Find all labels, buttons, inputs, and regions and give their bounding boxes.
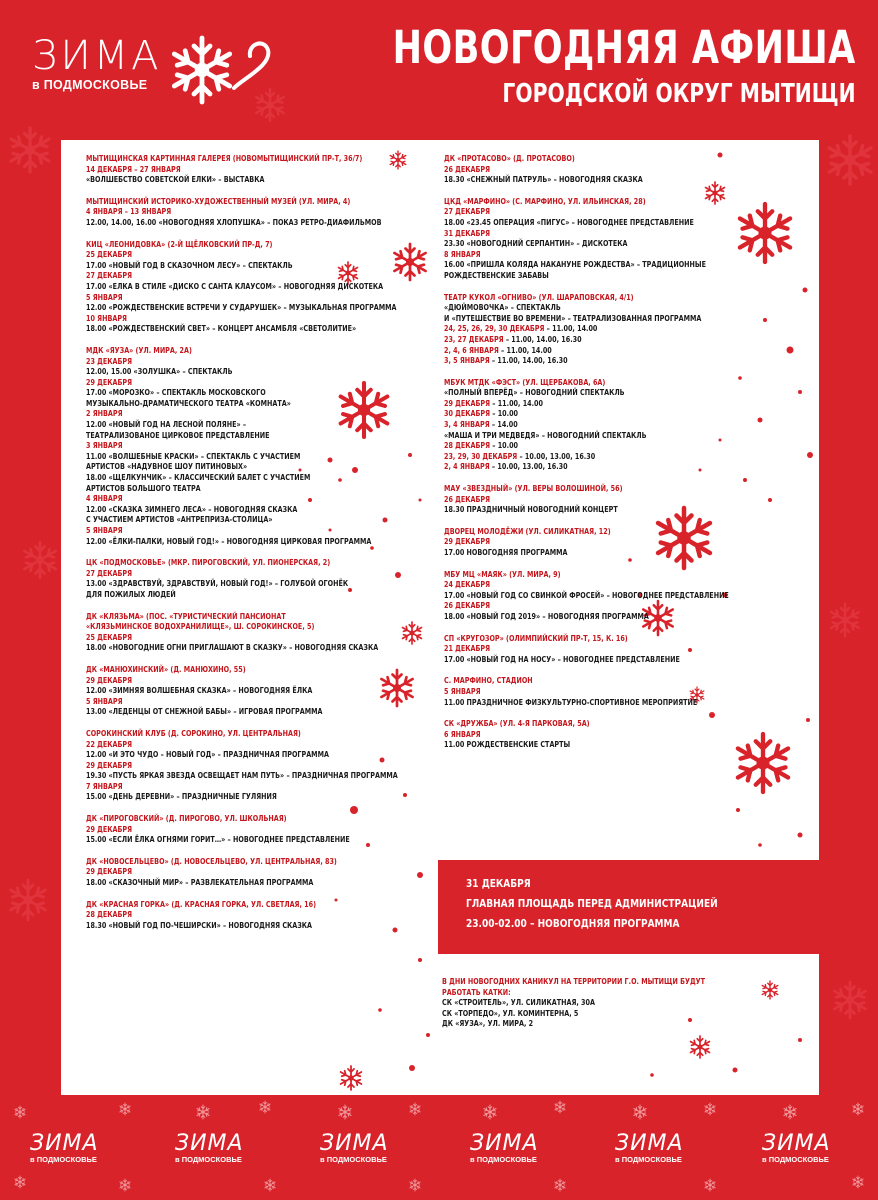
event-date: 29 ДЕКАБРЯ [86,759,133,770]
event-description: ТЕАТРАЛИЗОВАНОЕ ЦИРКОВОЕ ПРЕДСТАВЛЕНИЕ [86,429,270,440]
venue-name: ДК «ПИРОГОВСКИЙ» (Д. ПИРОГОВО, УЛ. ШКОЛЬНАЯ) [86,813,287,824]
event-description: 11.00 РОЖДЕСТВЕНСКИЕ СТАРТЫ [444,739,571,750]
event-date: 3 ЯНВАРЯ [86,440,123,451]
event-description: «МАША И ТРИ МЕДВЕДЯ» – НОВОГОДНИЙ СПЕКТАКЛЬ [444,429,647,440]
event-description: 18.00 «СКАЗОЧНЫЙ МИР» – РАЗВЛЕКАТЕЛЬНАЯ ПРОГРАММА [86,877,314,888]
event-description: 13.00 «ЛЕДЕНЦЫ ОТ СНЕЖНОЙ БАБЫ» – ИГРОВАЯ ПРОГРАММА [86,706,323,717]
venue-block [86,196,421,228]
event-date: 27 ДЕКАБРЯ [86,567,133,578]
event-description: 17.00 «НОВЫЙ ГОД СО СВИНКОЙ ФРОСЕЙ» – НОВОГОДНЕЕ ПРЕДСТАВЛЕНИЕ [444,589,729,600]
venue-block [444,675,804,707]
footer-logo [762,1133,831,1164]
left-event-column [86,153,421,941]
new-year-eve-highlight [438,860,818,954]
event-date: 2 ЯНВАРЯ [86,408,123,419]
venue-block [86,239,421,334]
event-description: 12.00, 15.00 «ЗОЛУШКА» – СПЕКТАКЛЬ [86,366,233,377]
event-description: 18.00 «РОЖДЕСТВЕНСКИЙ СВЕТ» – КОНЦЕРТ АНСАМБЛЯ «СВЕТОЛИТИЕ» [86,323,357,334]
event-date: 4 ЯНВАРЯ [86,493,123,504]
event-date: 2, 4 ЯНВАРЯ [444,461,490,472]
event-date: 2, 4, 6 ЯНВАРЯ [444,344,499,355]
event-date: 5 ЯНВАРЯ [86,695,123,706]
event-description: 18.30 ПРАЗДНИЧНЫЙ НОВОГОДНИЙ КОНЦЕРТ [444,504,618,515]
event-date: 27 ДЕКАБРЯ [444,206,491,217]
footer-logo-sub: в ПОДМОСКОВЬЕ [615,1155,682,1164]
event-description: «ПОЛНЫЙ ВПЕРЁД» – НОВОГОДНИЙ СПЕКТАКЛЬ [444,387,625,398]
venue-name: МАУ «ЗВЕЗДНЫЙ» (УЛ. ВЕРЫ ВОЛОШИНОЙ, 56) [444,483,623,494]
event-date: 29 ДЕКАБРЯ [444,536,491,547]
venue-block [86,813,421,845]
footer-logo [30,1133,99,1164]
event-date: 29 ДЕКАБРЯ [86,674,133,685]
venue-name: МБУК МТДК «ФЭСТ» (УЛ. ЩЕРБАКОВА, 6А) [444,376,606,387]
event-times: – 11.00, 14.00 [498,344,552,355]
event-times: – 10.00 [490,440,519,451]
venue-name: ЦКД «МАРФИНО» (С. МАРФИНО, УЛ. ИЛЬИНСКАЯ, 28) [444,195,646,206]
footer-logo-sub: в ПОДМОСКОВЬЕ [30,1155,97,1164]
event-date: 29 ДЕКАБРЯ [86,376,133,387]
venue-block [86,557,421,599]
event-description: АРТИСТОВ БОЛЬШОГО ТЕАТРА [86,482,201,493]
event-description: АРТИСТОВ «НАДУВНОЕ ШОУ ПИТИНОВЫХ» [86,461,248,472]
event-date: 28 ДЕКАБРЯ [86,909,133,920]
rink-item: СК «ТОРПЕДО», УЛ. КОМИНТЕРНА, 5 [442,1007,579,1018]
event-showtimes [444,355,754,366]
event-description: 12.00 «И ЭТО ЧУДО – НОВЫЙ ГОД» – ПРАЗДНИЧНАЯ ПРОГРАММА [86,749,329,760]
event-description: С УЧАСТИЕМ АРТИСТОВ «АНТРЕПРИЗА-СТОЛИЦА» [86,514,273,525]
event-description: РОЖДЕСТВЕНСКИЕ ЗАБАВЫ [444,269,549,280]
venue-block [444,633,804,665]
venue-block [86,153,421,185]
venue-name: КИЦ «ЛЕОНИДОВКА» (2-Й ЩЁЛКОВСКИЙ ПР-Д, 7) [86,238,273,249]
event-times: – 14.00 [489,419,518,430]
event-showtimes [444,451,754,462]
event-date: 14 ДЕКАБРЯ – 27 ЯНВАРЯ [86,163,181,174]
event-times: – 11.00, 14.00 [544,323,598,334]
venue-block [86,856,421,888]
event-description: 15.00 «ДЕНЬ ДЕРЕВНИ» – ПРАЗДНИЧНЫЕ ГУЛЯНИЯ [86,791,277,802]
event-date: 23 ДЕКАБРЯ [86,355,133,366]
event-description: 18.30 «НОВЫЙ ГОД ПО-ЧЕШИРСКИ» – НОВОГОДНЯЯ СКАЗКА [86,919,313,930]
event-date: 29 ДЕКАБРЯ [86,823,133,834]
venue-name: МЫТИЩИНСКАЯ КАРТИННАЯ ГАЛЕРЕЯ (НОВОМЫТИЩИНСКИЙ ПР-Т, 36/7) [86,153,363,163]
footer-logo-sub: в ПОДМОСКОВЬЕ [320,1155,387,1164]
footer-snowflakes [0,1097,878,1200]
footer-logo [615,1133,684,1164]
event-description: 17.00 «МОРОЗКО» – СПЕКТАКЛЬ МОСКОВСКОГО [86,387,266,398]
event-showtimes [444,334,754,345]
right-event-column [444,153,804,761]
venue-block [86,611,421,653]
event-description: 18.30 «СНЕЖНЫЙ ПАТРУЛЬ» – НОВОГОДНЯЯ СКАЗКА [444,174,643,185]
venue-name: МДК «ЯУЗА» (УЛ. МИРА, 2А) [86,344,192,355]
event-description: 17.00 «НОВЫЙ ГОД НА НОСУ» – НОВОГОДНЕЕ ПРЕДСТАВЛЕНИЕ [444,653,680,664]
event-date: 3, 4 ЯНВАРЯ [444,419,490,430]
event-description: 17.00 «ЕЛКА В СТИЛЕ «ДИСКО С САНТА КЛАУСОМ» – НОВОГОДНЯЯ ДИСКОТЕКА [86,280,384,291]
rinks-heading-2: РАБОТАТЬ КАТКИ: [442,986,511,997]
venue-block [444,483,804,515]
venue-block [444,153,804,185]
event-description: 18.00 «НОВОГОДНИЕ ОГНИ ПРИГЛАШАЮТ В СКАЗКУ» – НОВОГОДНЯЯ СКАЗКА [86,642,379,653]
venue-block [444,196,804,281]
event-description: 16.00 «ПРИШЛА КОЛЯДА НАКАНУНЕ РОЖДЕСТВА» – ТРАДИЦИОННЫЕ [444,259,706,270]
event-date: 29 ДЕКАБРЯ [86,866,133,877]
venue-name: ДК «КЛЯЗЬМА» (ПОС. «ТУРИСТИЧЕСКИЙ ПАНСИОНАТ [86,610,286,621]
venue-name: ДВОРЕЦ МОЛОДЁЖИ (УЛ. СИЛИКАТНАЯ, 12) [444,525,611,536]
venue-name: ТЕАТР КУКОЛ «ОГНИВО» (УЛ. ШАРАПОВСКАЯ, 4/1) [444,291,634,302]
event-description: 18.00 «ЩЕЛКУНЧИК» – КЛАССИЧЕСКИЙ БАЛЕТ С УЧАСТИЕМ [86,472,311,483]
venue-block [444,569,804,622]
venue-name: СК «ДРУЖБА» (УЛ. 4-Я ПАРКОВАЯ, 5А) [444,718,590,729]
venue-block [444,526,804,558]
event-date: 4 ЯНВАРЯ – 13 ЯНВАРЯ [86,206,172,217]
event-description: МУЗЫКАЛЬНО-ДРАМАТИЧЕСКОГО ТЕАТРА «КОМНАТА» [86,397,291,408]
footer-logo [470,1133,539,1164]
footer-logo-word: ЗИМА [615,1131,684,1156]
event-date: 10 ЯНВАРЯ [86,312,127,323]
footer-logo [175,1133,244,1164]
event-date: 25 ДЕКАБРЯ [86,631,133,642]
event-description: 12.00 «СКАЗКА ЗИМНЕГО ЛЕСА» – НОВОГОДНЯЯ СКАЗКА [86,503,298,514]
event-description: 23.30 «НОВОГОДНИЙ СЕРПАНТИН» – ДИСКОТЕКА [444,238,628,249]
footer-logo-sub: в ПОДМОСКОВЬЕ [175,1155,242,1164]
event-description: 12.00 «ЗИМНЯЯ ВОЛШЕБНАЯ СКАЗКА» – НОВОГОДНЯЯ ЁЛКА [86,685,313,696]
event-showtimes [444,419,754,430]
logo-word: ЗИМА [32,33,162,79]
venue-block [444,377,804,472]
highlight-date: 31 ДЕКАБРЯ [466,877,531,890]
event-description: 12.00 «ЁЛКИ-ПАЛКИ, НОВЫЙ ГОД!» – НОВОГОДНЯЯ ЦИРКОВАЯ ПРОГРАММА [86,535,372,546]
venue-name: ДК «КРАСНАЯ ГОРКА» (Д. КРАСНАЯ ГОРКА, УЛ. СВЕТЛАЯ, 16) [86,898,317,909]
event-date: 5 ЯНВАРЯ [86,525,123,535]
rinks-heading: В ДНИ НОВОГОДНИХ КАНИКУЛ НА ТЕРРИТОРИИ Г.О. МЫТИЩИ БУДУТ [442,976,706,986]
event-date: 27 ДЕКАБРЯ [86,270,133,281]
venue-block [86,664,421,717]
venue-name: МЫТИЩИНСКИЙ ИСТОРИКО-ХУДОЖЕСТВЕННЫЙ МУЗЕЙ (УЛ. МИРА, 4) [86,195,351,206]
venue-block [86,899,421,931]
venue-name: С. МАРФИНО, СТАДИОН [444,675,533,686]
rink-item: СК «СТРОИТЕЛЬ», УЛ. СИЛИКАТНАЯ, 30А [442,997,595,1008]
event-date: 22 ДЕКАБРЯ [86,738,133,749]
page-subtitle: ГОРОДСКОЙ ОКРУГ МЫТИЩИ [502,79,856,109]
event-description: 12.00 «РОЖДЕСТВЕНСКИЕ ВСТРЕЧИ У СУДАРУШЕК» – МУЗЫКАЛЬНАЯ ПРОГРАММА [86,302,397,313]
page-title: НОВОГОДНЯЯ АФИША [392,21,856,74]
event-description: «ДЮЙМОВОЧКА» – СПЕКТАКЛЬ [444,302,561,313]
event-description: 18.00 «НОВЫЙ ГОД 2019» – НОВОГОДНЯЯ ПРОГРАММА [444,610,649,621]
event-date: 7 ЯНВАРЯ [86,780,123,791]
event-date: 26 ДЕКАБРЯ [444,493,491,504]
venue-name: СП «КРУГОЗОР» (ОЛИМПИЙСКИЙ ПР-Т, 15, К. 16) [444,632,628,643]
event-date: 26 ДЕКАБРЯ [444,163,491,174]
footer-logo-word: ЗИМА [175,1131,244,1156]
event-description: «ВОЛШЕБСТВО СОВЕТСКОЙ ЕЛКИ» – ВЫСТАВКА [86,174,265,185]
event-date: 8 ЯНВАРЯ [444,248,481,259]
event-date: 5 ЯНВАРЯ [444,685,481,696]
footer-logo [320,1133,389,1164]
venue-name-continued: «КЛЯЗЬМИНСКОЕ ВОДОХРАНИЛИЩЕ», Ш. СОРОКИНСКОЕ, 5) [86,621,315,632]
footer-logo-strip [0,1097,878,1200]
event-times: – 11.00, 14.00, 16.30 [503,333,582,344]
event-date: 23, 29, 30 ДЕКАБРЯ [444,450,518,461]
venue-block [86,345,421,546]
venue-name: ДК «НОВОСЕЛЬЦЕВО» (Д. НОВОСЕЛЬЦЕВО, УЛ. ЦЕНТРАЛЬНАЯ, 83) [86,855,337,866]
event-date: 28 ДЕКАБРЯ [444,440,491,451]
event-date: 24, 25, 26, 29, 30 ДЕКАБРЯ [444,323,545,334]
event-description: 17.00 НОВОГОДНЯЯ ПРОГРАММА [444,547,568,557]
event-description: И «ПУТЕШЕСТВИЕ ВО ВРЕМЕНИ» – ТЕАТРАЛИЗОВАННАЯ ПРОГРАММА [444,312,702,323]
event-showtimes [444,461,754,472]
event-date: 30 ДЕКАБРЯ [444,408,491,419]
venue-name: ДК «ПРОТАСОВО» (Д. ПРОТАСОВО) [444,153,575,163]
event-times: – 10.00 [490,408,519,419]
venue-name: СОРОКИНСКИЙ КЛУБ (Д. СОРОКИНО, УЛ. ЦЕНТРАЛЬНАЯ) [86,727,301,738]
event-description: 11.00 «ВОЛШЕБНЫЕ КРАСКИ» – СПЕКТАКЛЬ С УЧАСТИЕМ [86,450,301,461]
skating-rinks-info [442,976,748,1029]
event-description: 18.00 «23.45 ОПЕРАЦИЯ «ПИГУС» – НОВОГОДНЕЕ ПРЕДСТАВЛЕНИЕ [444,216,694,227]
event-date: 6 ЯНВАРЯ [444,728,481,739]
highlight-place: ГЛАВНАЯ ПЛОЩАДЬ ПЕРЕД АДМИНИСТРАЦИЕЙ [466,897,718,910]
event-times: – 10.00, 13.00, 16.30 [489,461,568,472]
logo-subtitle: в ПОДМОСКОВЬЕ [32,78,148,92]
rink-item: ДК «ЯУЗА», УЛ. МИРА, 2 [442,1018,534,1029]
event-date: 23, 27 ДЕКАБРЯ [444,333,504,344]
event-showtimes [444,408,754,419]
event-date: 31 ДЕКАБРЯ [444,227,491,238]
venue-block [86,728,421,802]
footer-logo-word: ЗИМА [320,1131,389,1156]
event-date: 3, 5 ЯНВАРЯ [444,355,490,366]
venue-name: МБУ МЦ «МАЯК» (УЛ. МИРА, 9) [444,568,561,579]
event-showtimes [444,398,754,409]
event-date: 21 ДЕКАБРЯ [444,643,491,654]
event-times: – 11.00, 14.00 [490,397,544,408]
event-description: 19.30 «ПУСТЬ ЯРКАЯ ЗВЕЗДА ОСВЕЩАЕТ НАМ ПУТЬ» – ПРАЗДНИЧНАЯ ПРОГРАММА [86,770,398,781]
event-date: 25 ДЕКАБРЯ [86,249,133,260]
footer-logo-word: ЗИМА [470,1131,539,1156]
event-showtimes [444,440,754,451]
footer-logo-sub: в ПОДМОСКОВЬЕ [470,1155,537,1164]
event-description: 12.00 «НОВЫЙ ГОД НА ЛЕСНОЙ ПОЛЯНЕ» – [86,419,247,430]
venue-block [444,292,804,366]
event-times: – 11.00, 14.00, 16.30 [489,355,568,366]
event-description: 17.00 «НОВЫЙ ГОД В СКАЗОЧНОМ ЛЕСУ» – СПЕКТАКЛЬ [86,259,293,270]
event-description: 15.00 «ЕСЛИ ЁЛКА ОГНЯМИ ГОРИТ…» – НОВОГОДНЕЕ ПРЕДСТАВЛЕНИЕ [86,834,350,845]
footer-logo-word: ЗИМА [762,1131,831,1156]
event-date: 24 ДЕКАБРЯ [444,579,491,590]
footer-logo-word: ЗИМА [30,1131,99,1156]
event-description: 12.00, 14.00, 16.00 «НОВОГОДНЯЯ ХЛОПУШКА» – ПОКАЗ РЕТРО-ДИАФИЛЬМОВ [86,216,382,227]
event-times: – 10.00, 13.00, 16.30 [517,450,596,461]
event-showtimes [444,323,754,334]
venue-name: ЦК «ПОДМОСКОВЬЕ» (МКР. ПИРОГОВСКИЙ, УЛ. ПИОНЕРСКАЯ, 2) [86,557,331,568]
venue-name: ДК «МАНЮХИНСКИЙ» (Д. МАНЮХИНО, 55) [86,663,246,674]
event-date: 5 ЯНВАРЯ [86,291,123,302]
venue-block [444,718,804,750]
event-description: 13.00 «ЗДРАВСТВУЙ, ЗДРАВСТВУЙ, НОВЫЙ ГОД!» – ГОЛУБОЙ ОГОНЁК [86,578,349,589]
event-showtimes [444,345,754,356]
event-description: ДЛЯ ПОЖИЛЫХ ЛЮДЕЙ [86,588,176,599]
event-description: 11.00 ПРАЗДНИЧНОЕ ФИЗКУЛЬТУРНО-СПОРТИВНОЕ МЕРОПРИЯТИЕ [444,696,698,707]
event-date: 29 ДЕКАБРЯ [444,397,491,408]
event-date: 26 ДЕКАБРЯ [444,600,491,611]
footer-logo-sub: в ПОДМОСКОВЬЕ [762,1155,829,1164]
highlight-program: 23.00-02.00 – НОВОГОДНЯЯ ПРОГРАММА [466,917,680,930]
